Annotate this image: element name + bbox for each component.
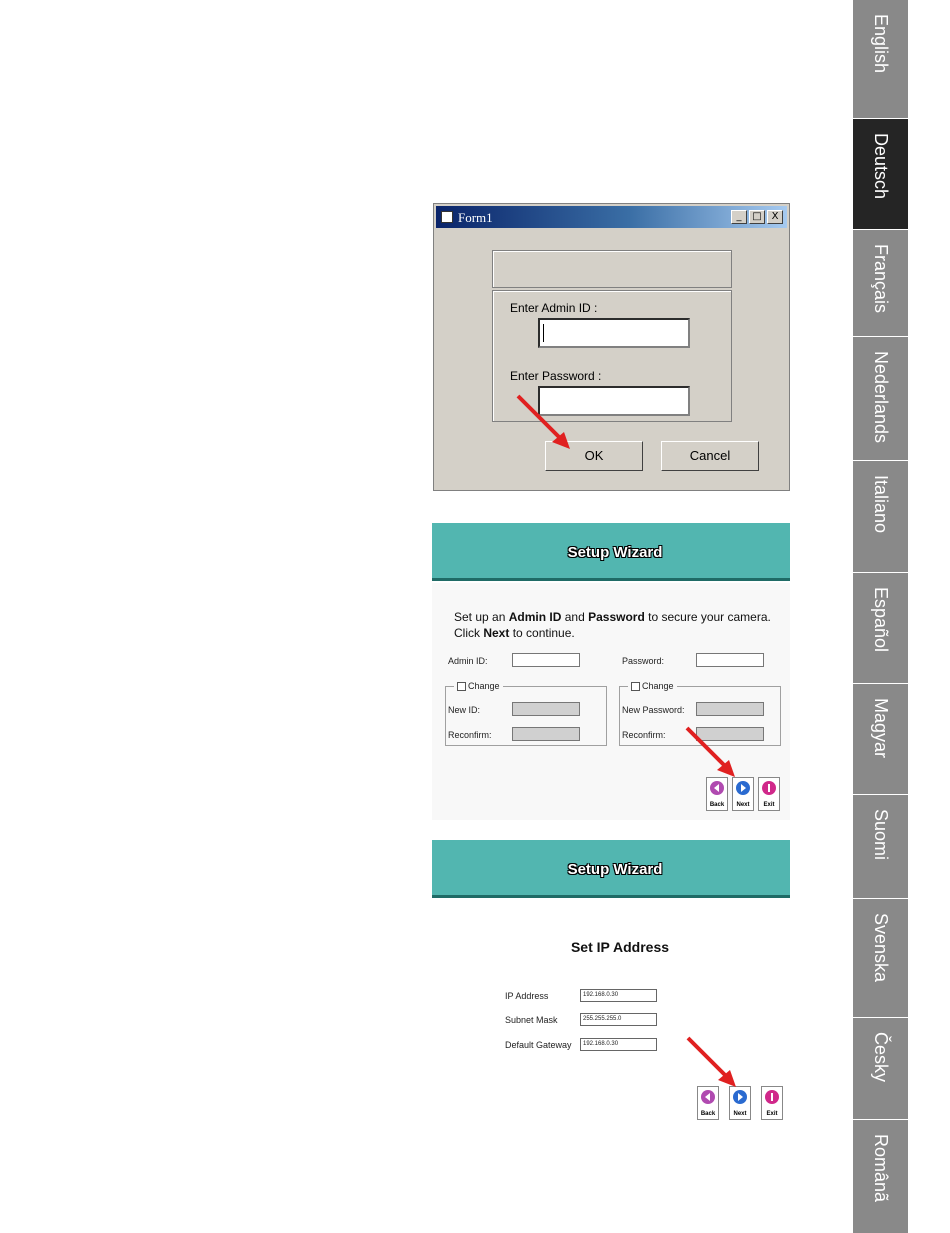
tab-deutsch[interactable]: [853, 119, 908, 229]
cancel-button[interactable]: Cancel: [661, 441, 759, 471]
ip-address-label: IP Address: [505, 991, 549, 1001]
back-icon: [710, 781, 724, 795]
exit-button[interactable]: [761, 1086, 783, 1120]
password-label: Enter Password :: [510, 369, 602, 383]
tab-magyar[interactable]: [853, 684, 908, 794]
text: and: [561, 610, 589, 624]
tab-label: Românã: [870, 1134, 891, 1203]
back-label: Back: [709, 802, 725, 808]
text: Set up an: [454, 610, 509, 624]
tab-english[interactable]: [853, 0, 908, 118]
section-heading: Set IP Address: [570, 939, 670, 955]
checkbox-label: Change: [642, 681, 674, 691]
pointer-arrow-next: [682, 724, 738, 780]
instruction-line-2: [454, 626, 575, 640]
wizard-title: Setup Wizard: [567, 544, 663, 561]
text: to continue.: [509, 626, 575, 640]
ip-address-input[interactable]: 192.168.0.30: [580, 989, 657, 1002]
tab-label: English: [870, 14, 891, 74]
text-bold: Next: [483, 626, 510, 640]
tab-espanol[interactable]: [853, 573, 908, 683]
tab-label: Nederlands: [870, 351, 891, 444]
pointer-arrow-next: [683, 1034, 739, 1090]
text: to secure your camera.: [644, 610, 771, 624]
back-button[interactable]: [706, 777, 728, 811]
tab-italiano[interactable]: [853, 461, 908, 572]
admin-id-input[interactable]: [538, 318, 690, 348]
admin-id-label: Enter Admin ID :: [510, 301, 598, 315]
exit-label: Exit: [766, 1111, 778, 1117]
tab-label: Magyar: [870, 698, 891, 759]
tab-label: Deutsch: [870, 133, 891, 200]
change-id-checkbox[interactable]: [454, 681, 503, 691]
admin-id-input[interactable]: [512, 653, 580, 667]
text: Click: [454, 626, 484, 640]
checkbox-box[interactable]: [631, 682, 640, 691]
close-button[interactable]: X: [767, 210, 783, 224]
subnet-mask-input[interactable]: 255.255.255.0: [580, 1013, 657, 1026]
title-bar[interactable]: [436, 206, 787, 228]
next-label: Next: [736, 802, 750, 808]
wizard-title: Setup Wizard: [567, 861, 663, 878]
back-icon: [701, 1090, 715, 1104]
instruction-line-1: [454, 610, 771, 624]
minimize-button[interactable]: _: [731, 210, 747, 224]
default-gateway-label: Default Gateway: [505, 1040, 572, 1050]
tab-label: Svenska: [870, 913, 891, 983]
wizard-ip-panel: [432, 898, 790, 1133]
window-title: Form1: [458, 210, 493, 225]
exit-icon: [762, 781, 776, 795]
new-id-label: New ID:: [448, 705, 481, 715]
language-tabs: [853, 0, 908, 1233]
reconfirm-password-label: Reconfirm:: [622, 730, 666, 740]
tab-label: Español: [870, 587, 891, 653]
tab-label: Italiano: [870, 475, 891, 534]
tab-nederlands[interactable]: [853, 337, 908, 460]
checkbox-box[interactable]: [457, 682, 466, 691]
new-password-input[interactable]: [696, 702, 764, 716]
pointer-arrow-ok: [512, 392, 574, 452]
reconfirm-id-label: Reconfirm:: [448, 730, 492, 740]
tab-svenska[interactable]: [853, 899, 908, 1017]
back-label: Back: [700, 1111, 716, 1117]
checkbox-label: Change: [468, 681, 500, 691]
exit-icon: [765, 1090, 779, 1104]
login-dialog: [433, 203, 790, 491]
next-icon: [733, 1090, 747, 1104]
banner-box: [492, 250, 732, 288]
subnet-mask-label: Subnet Mask: [505, 1015, 558, 1025]
tab-suomi[interactable]: [853, 795, 908, 898]
change-password-checkbox[interactable]: [628, 681, 677, 691]
wizard-admin-panel: [432, 583, 790, 820]
new-id-input[interactable]: [512, 702, 580, 716]
wizard-header: [432, 523, 790, 581]
new-password-label: New Password:: [622, 705, 685, 715]
password-input[interactable]: [696, 653, 764, 667]
exit-label: Exit: [763, 802, 775, 808]
tab-label: Suomi: [870, 809, 891, 861]
wizard-header: [432, 840, 790, 898]
password-label: Password:: [622, 656, 665, 666]
tab-romana[interactable]: [853, 1120, 908, 1233]
default-gateway-input[interactable]: 192.168.0.30: [580, 1038, 657, 1051]
back-button[interactable]: [697, 1086, 719, 1120]
admin-id-label: Admin ID:: [448, 656, 488, 666]
next-button[interactable]: [729, 1086, 751, 1120]
tab-francais[interactable]: [853, 230, 908, 336]
next-label: Next: [733, 1111, 747, 1117]
tab-cesky[interactable]: [853, 1018, 908, 1119]
maximize-button[interactable]: □: [749, 210, 765, 224]
tab-label: Français: [870, 244, 891, 314]
next-icon: [736, 781, 750, 795]
next-button[interactable]: [732, 777, 754, 811]
text-bold: Password: [588, 610, 645, 624]
ok-button[interactable]: OK: [545, 441, 643, 471]
tab-label: Česky: [870, 1032, 891, 1083]
exit-button[interactable]: [758, 777, 780, 811]
text-bold: Admin ID: [508, 610, 562, 624]
reconfirm-id-input[interactable]: [512, 727, 580, 741]
window-icon: [441, 211, 453, 223]
